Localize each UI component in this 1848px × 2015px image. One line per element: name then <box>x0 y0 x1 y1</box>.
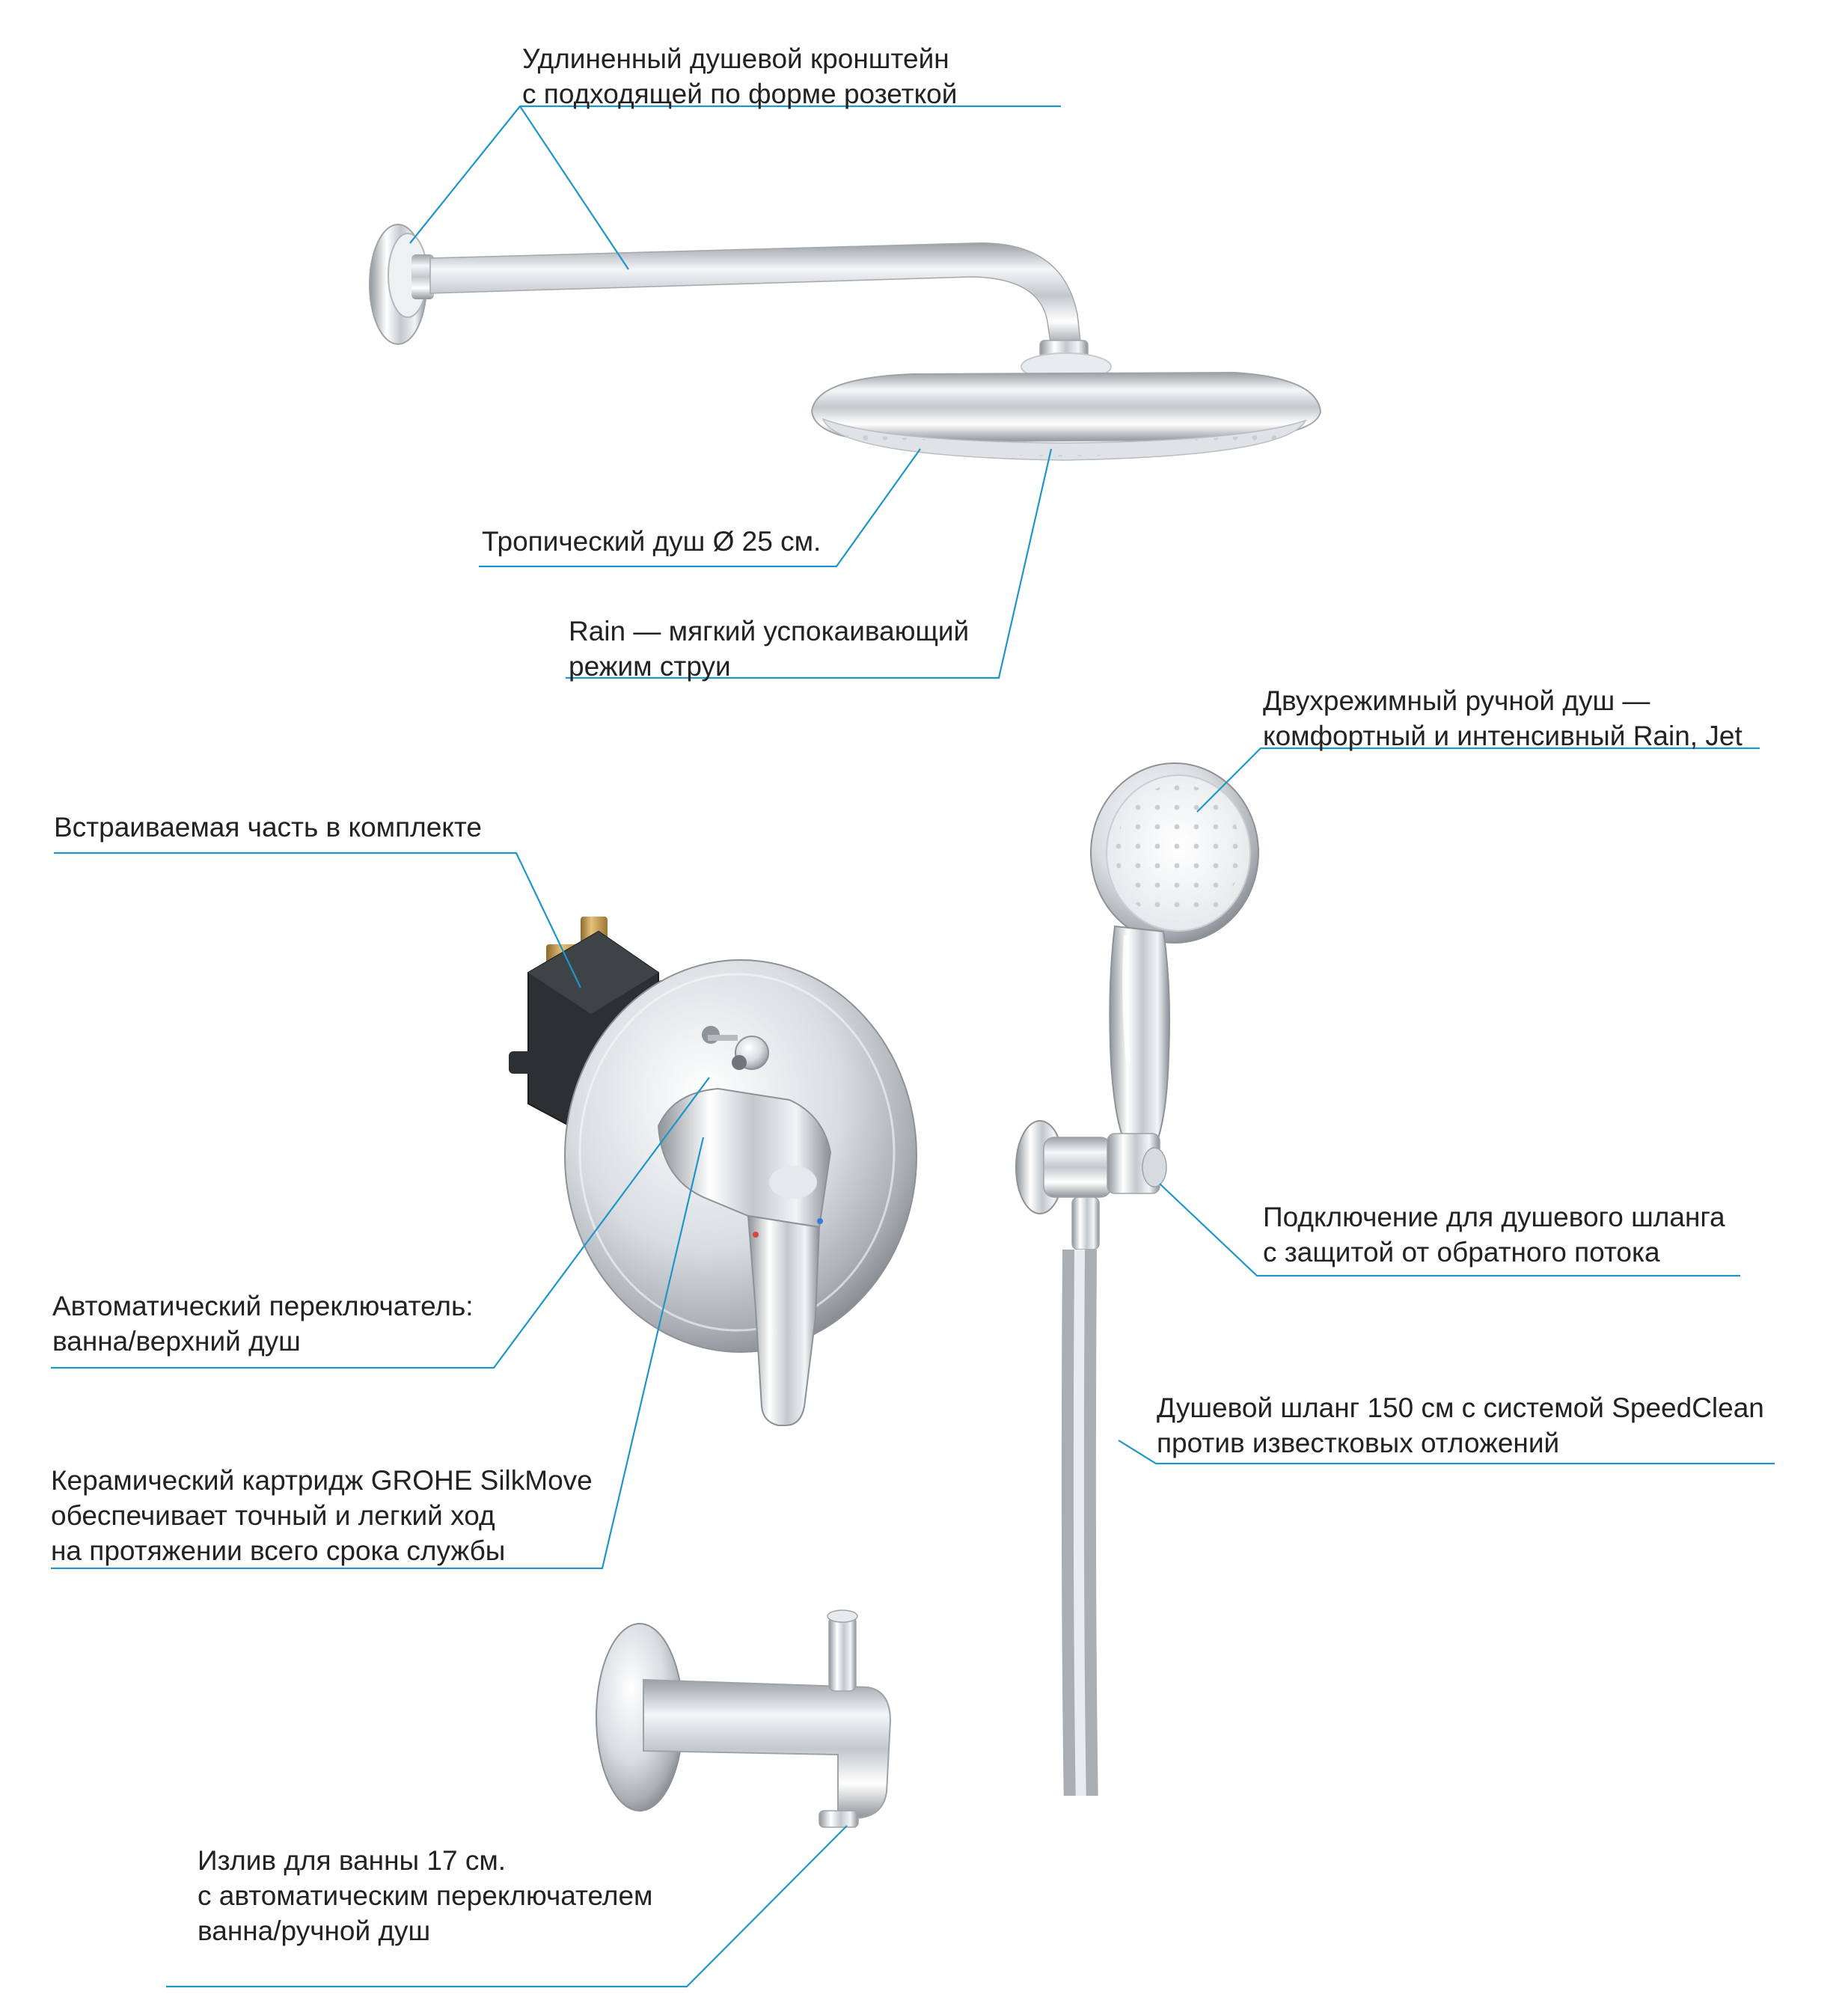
callout-bath-spout-line-1: Излив для ванны 17 см. <box>198 1845 507 1876</box>
callout-bath-spout <box>198 1843 652 1948</box>
callout-rain-mode-line-2: режим струи <box>569 651 731 682</box>
leader-hand-shower <box>1197 748 1760 812</box>
leader-shower-arm <box>410 106 1061 243</box>
callout-diverter <box>52 1288 474 1359</box>
callout-shower-arm-line-1: Удлиненный душевой кронштейн <box>522 43 949 74</box>
callout-cartridge-line-1: Керамический картридж GROHE SilkMove <box>51 1465 593 1496</box>
callout-bath-spout-line-2: с автоматическим переключателем <box>198 1880 653 1911</box>
callout-rain-head-line-1: Тропический душ Ø 25 см. <box>482 526 821 557</box>
hand-shower-icon <box>1091 763 1258 1145</box>
callout-hand-shower-line-1: Двухрежимный ручной душ — <box>1263 685 1650 716</box>
callout-bath-spout-line-3: ванна/ручной душ <box>198 1915 431 1946</box>
callout-hand-shower <box>1263 683 1743 753</box>
callout-hose-connection-line-2: с защитой от обратного потока <box>1263 1237 1660 1268</box>
callout-rough-in-line-1: Встраиваемая часть в комплекте <box>54 812 483 843</box>
callout-hose <box>1157 1390 1764 1461</box>
shower-arm-icon <box>370 224 1088 358</box>
callout-hand-shower-line-2: комфортный и интенсивный Rain, Jet <box>1263 721 1743 751</box>
callout-hose-connection <box>1263 1199 1725 1270</box>
callout-cartridge-line-3: на протяжении всего срока службы <box>51 1535 506 1566</box>
callout-diverter-line-1: Автоматический переключатель: <box>52 1291 474 1321</box>
callout-hose-connection-line-1: Подключение для душевого шланга <box>1263 1202 1725 1232</box>
callout-shower-arm <box>522 41 957 111</box>
shower-hose-icon <box>1059 1250 1104 1818</box>
leader-shower-arm-branch <box>520 106 628 269</box>
leader-rough-in <box>54 853 581 988</box>
wall-outlet-holder-icon <box>1016 1121 1166 1250</box>
callout-cartridge-line-2: обеспечивает точный и легкий ход <box>51 1500 495 1531</box>
bath-spout-icon <box>596 1610 890 1827</box>
callout-diverter-line-2: ванна/верхний душ <box>52 1326 301 1357</box>
callout-rain-head <box>482 524 821 559</box>
callout-rough-in <box>54 810 482 845</box>
callout-cartridge <box>51 1463 593 1568</box>
callout-rain-mode <box>569 614 969 684</box>
callout-hose-line-2: против известковых отложений <box>1157 1428 1560 1458</box>
callout-rain-mode-line-1: Rain — мягкий успокаивающий <box>569 616 970 646</box>
callout-hose-line-1: Душевой шланг 150 см с системой SpeedClean <box>1157 1392 1764 1423</box>
callout-shower-arm-line-2: с подходящей по форме розеткой <box>522 79 958 109</box>
